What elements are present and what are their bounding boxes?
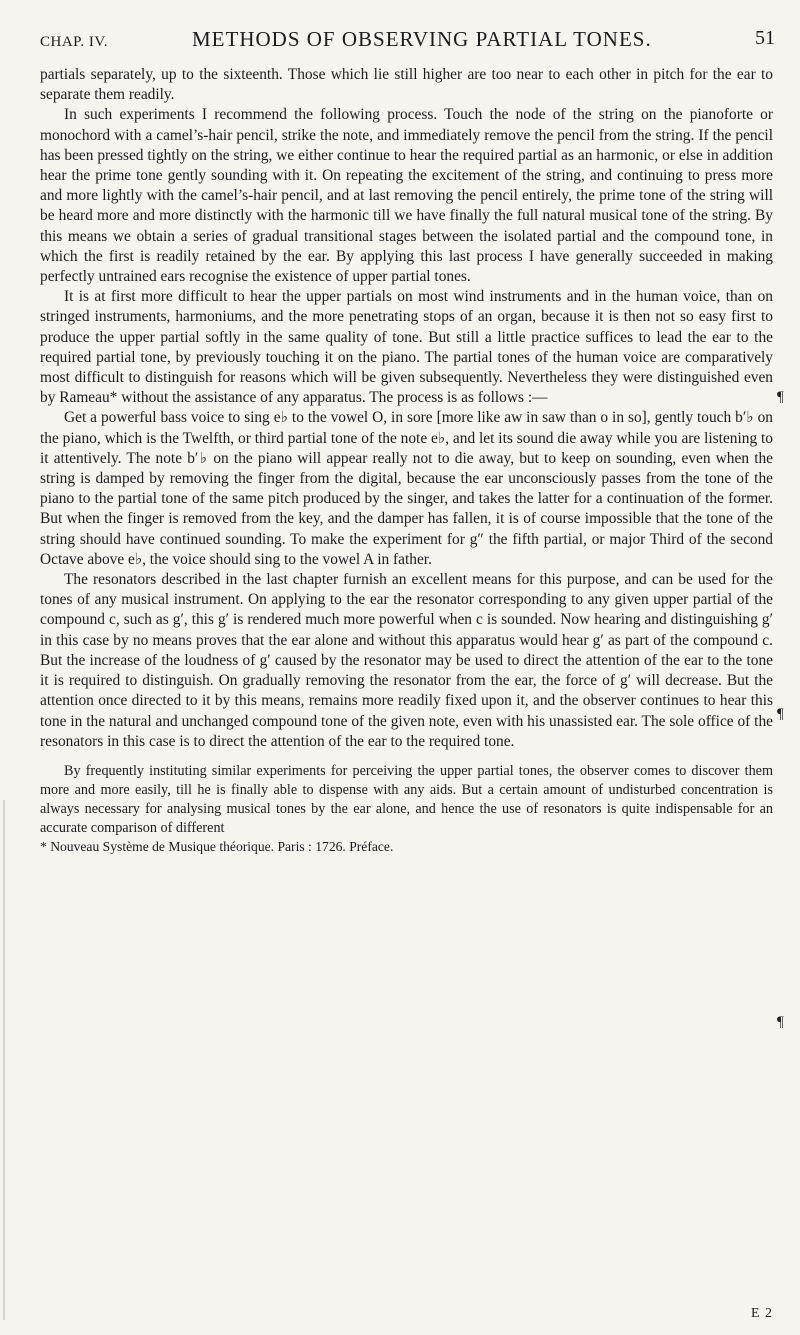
page-number: 51 [755, 27, 775, 49]
margin-paragraph-mark: ¶ [777, 389, 784, 405]
footnote: * Nouveau Système de Musique théorique. Paris : 1726. Préface. [40, 838, 394, 854]
paragraph-2: In such experiments I recommend the following process. Touch the node of the string on the pianoforte or monochord with a camel’s-hair pencil, strike the note, and immediately remove the pencil from the string. If the pencil has been pressed tightly on the string, we either continue to hear the required partial as an harmonic, or else in addition hear the prime tone gently sounding with it. On repeating the excitement of the string, and continuing to press more and more lightly with the camel’s-hair pencil, and at last removing the pencil entirely, the prime tone of the string will be heard more and more distinctly with the harmonic till we have finally the full natural musical tone of the string. By this means we obtain a series of gradual transitional stages between the isolated partial and the compound tone, in which the first is readily retained by the ear. By applying this last process I have generally succeeded in making perfectly untrained ears recognise the existence of upper partial tones. [40, 106, 773, 286]
page-body [40, 65, 773, 856]
running-header [40, 24, 775, 54]
scan-edge-shadow [3, 800, 5, 1320]
paragraph-4: Get a powerful bass voice to sing e♭ to the vowel O, in sore [more like aw in saw than o in so], gently touch b′♭ on the piano, which is the Twelfth, or third partial tone of the note e♭, and let its sound die away while you are listening to it attentively. The note b′♭ on the piano will appear really not to die away, but to keep on sounding, even when the string is damped by removing the finger from the digital, because the ear unconsciously passes from the tone of the piano to the partial tone of the same pitch produced by the singer, and takes the latter for a continuation of the former. But when the finger is removed from the key, and the damper has fallen, it is of course impossible that the tone of the string should have continued sounding. To make the experiment for g″ the fifth partial, or major Third of the second Octave above e♭, the voice should sing to the vowel A in father. [40, 409, 773, 568]
margin-paragraph-mark: ¶ [777, 706, 784, 722]
paragraph-5: The resonators described in the last chapter furnish an excellent means for this purpose, and can be used for the tones of any musical instrument. On applying to the ear the resonator corresponding to any given upper partial of the compound c, such as g′, this g′ is rendered much more powerful when c is sounded. Now hearing and distinguishing g′ in this case by no means proves that the ear alone and without this apparatus would hear g′ as part of the compound c. But the increase of the loudness of g′ caused by the resonator may be used to direct the attention of the ear to the tone it is required to distinguish. On gradually removing the resonator from the ear, the force of g′ will decrease. But the attention once directed to it by this means, remains more readily fixed upon it, and the observer continues to hear this tone in the natural and unchanged compound tone of the given note, even with his unassisted ear. The sole office of the resonators in this case is to direct the attention of the ear to the required tone. [40, 571, 773, 750]
chapter-label: CHAP. IV. [40, 34, 108, 50]
margin-paragraph-mark: ¶ [777, 1014, 784, 1030]
running-title: METHODS OF OBSERVING PARTIAL TONES. [192, 27, 652, 51]
paragraph-6: By frequently instituting similar experiments for perceiving the upper partial tones, the observer comes to discover them more and more easily, till he is finally able to dispense with any aids. But a certain amount of undisturbed concentration is always necessary for analysing musical tones by the ear alone, and hence the use of resonators is quite indispensable for an accurate comparison of different [40, 762, 773, 836]
paragraph-3: It is at first more difficult to hear the upper partials on most wind instruments and in the human voice, than on stringed instruments, harmoniums, and the more penetrating stops of an organ, because it is then not so easy first to produce the upper partial softly in the same quality of tone. But still a little practice suffices to lead the ear to the required partial tone, by previously touching it on the piano. The partial tones of the human voice are comparatively most difficult to distinguish for reasons which will be given subsequently. Nevertheless they were distinguished even by Rameau* without the assistance of any apparatus. The process is as follows :— [40, 288, 773, 407]
paragraph-1: partials separately, up to the sixteenth. Those which lie still higher are too near to each other in pitch for the ear to separate them readily. [40, 66, 773, 104]
signature-mark: E 2 [750, 1306, 773, 1321]
